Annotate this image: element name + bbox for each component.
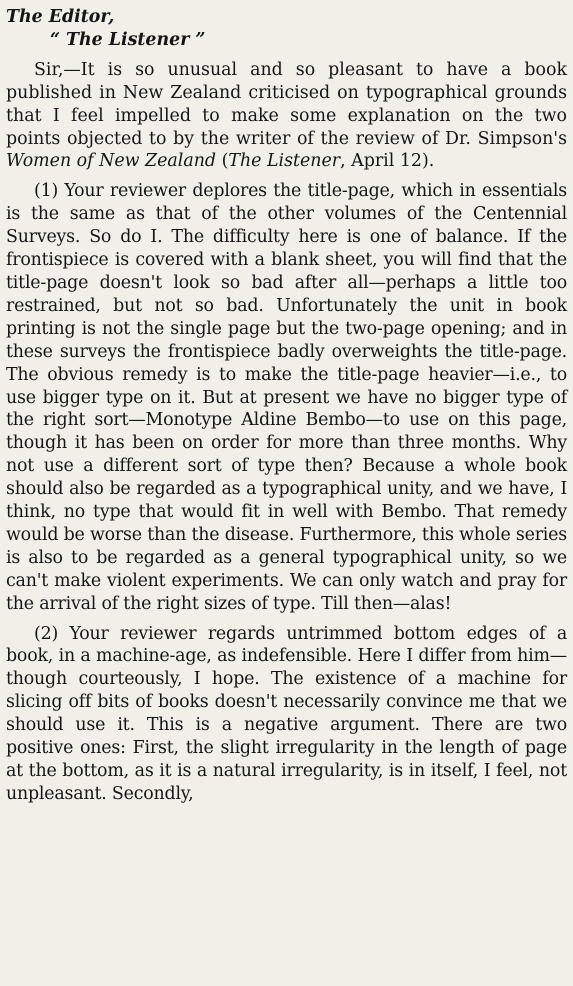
salutation-editor: The Editor, [6,7,115,27]
paragraph-title-page: (1) Your reviewer deplores the title-page, which in essentials is the same as that of the other volumes of the Centennial Surveys. So do I. The difficulty here is one of balance. If the frontispiece is covered with a blank sheet, you will find that the title-page doesn't look so bad after all—perhaps a little too restrained, but not so bad. Unfortunately the unit in book printing is not the single page but the two-page opening; and in these surveys the frontispiece badly overweights the title-page. The obvious remedy is to make the title-page heavier—i.e., to use bigger type on it. But at present we have no bigger type of the right sort—Monotype Aldine Bembo—to use on this page, though it has been on order for more than three months. Why not use a different sort of type then? Because a whole book should also be regarded as a typographical unity, and we have, I think, no type that would fit in well with Bembo. That remedy would be worse than the disease. Furthermore, this whole series is also to be regarded as a general typographical unity, so we can't make violent experiments. We can only watch and pray for the arrival of the right sizes of type. Till then—alas! [6,181,567,614]
salutation [6,6,567,52]
paragraph-intro-text: Sir,—It is so unusual and so pleasant to have a book published in New Zealand criticised on typographical grounds that I feel impelled to make some explanation on the two points objected to by the writer of the review of Dr. Simpson's [6,59,567,149]
paragraph-intro [6,59,567,174]
salutation-publication: “ The Listener ” [50,29,206,50]
book-title: Women of New Zealand [6,151,217,172]
paren-open: ( [216,151,229,172]
paragraph-intro-end: , April 12). [340,151,435,172]
paragraph-untrimmed-edges: (2) Your reviewer regards untrimmed bottom edges of a book, in a machine-age, as indefensible. Here I differ from him—though courteously, I hope. The existence of a machine for slicing off bits of books doesn't necessarily convince me that we should use it. This is a negative argument. There are two positive ones: First, the slight irregularity in the length of page at the bottom, as it is a natural irregularity, is in itself, I feel, not unpleasant. Secondly, [6,623,567,804]
publication-name: The Listener [228,151,341,172]
